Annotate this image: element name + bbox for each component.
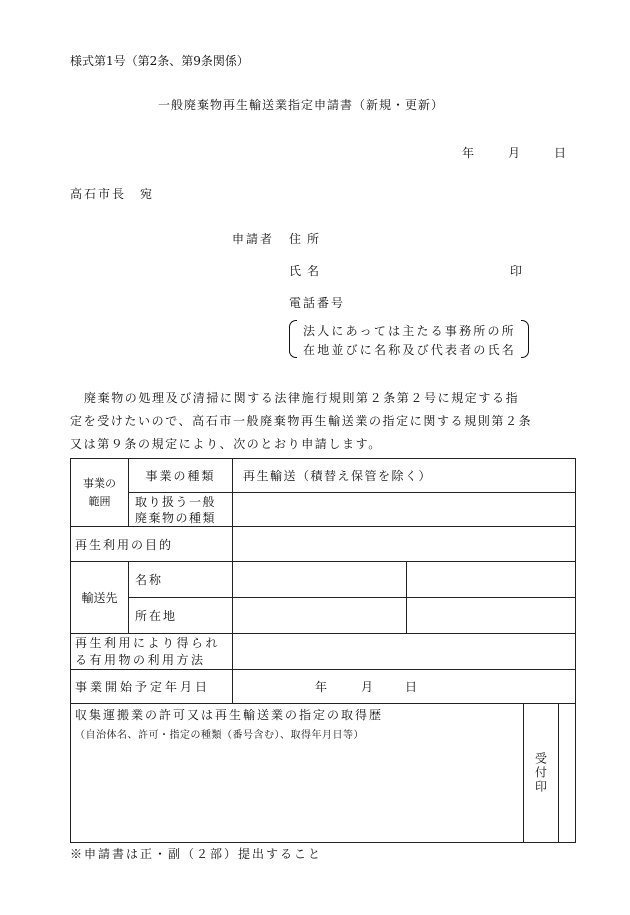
address-label: 住所 (289, 232, 326, 246)
bracket-right (521, 320, 529, 358)
application-table (70, 458, 576, 843)
usage-method-field[interactable] (233, 634, 576, 670)
start-date-label: 事業開始予定年月日 (71, 670, 233, 704)
history-note: （自治体名、許可・指定の種類（番号含む）、取得年月日等） (75, 730, 364, 741)
business-type-value: 再生輸送（積替え保管を除く） (233, 459, 576, 493)
start-date-month: 月 (361, 680, 374, 694)
bracket-left (289, 320, 297, 358)
name-label: 氏名 (289, 264, 326, 278)
destination-name-label: 名称 (129, 562, 233, 598)
recycle-purpose-label: 再生利用の目的 (71, 527, 233, 562)
scope-label: 事業の範囲 (71, 459, 129, 527)
corporate-note-line2: 在地並びに名称及び代表者の氏名 (303, 343, 517, 357)
waste-type-field[interactable] (233, 493, 576, 527)
application-date (462, 144, 566, 161)
destination-name-field-1[interactable] (233, 562, 407, 598)
statement-line1: 廃棄物の処理及び清掃に関する法律施行規則第２条第２号に規定する指 (84, 391, 520, 405)
start-date-field[interactable] (233, 670, 576, 704)
destination-location-field-2[interactable] (407, 598, 576, 634)
receipt-cell (524, 704, 576, 843)
corporate-note-line1: 法人にあっては主たる事務所の所 (303, 324, 516, 338)
application-statement (70, 387, 575, 456)
destination-location-label: 所在地 (129, 598, 233, 634)
waste-type-label: 取り扱う一般廃棄物の種類 (129, 493, 233, 527)
history-cell[interactable] (71, 704, 524, 843)
statement-line2: 定を受けたいので、高石市一般廃棄物再生輸送業の指定に関する規則第２条 (70, 414, 533, 428)
destination-name-field-2[interactable] (407, 562, 576, 598)
form-number: 様式第1号（第2条、第9条関係） (70, 54, 249, 68)
start-date-year: 年 (315, 680, 328, 694)
statement-line3: 又は第９条の規定により、次のとおり申請します。 (70, 437, 382, 451)
usage-method-label: 再生利用により得られる有用物の利用方法 (71, 634, 233, 670)
receipt-seal-label: 受付印 (524, 704, 559, 842)
history-label: 収集運搬業の許可又は再生輸送業の指定の取得歴 (75, 708, 384, 722)
corporate-note (289, 320, 529, 358)
date-year: 年 (462, 146, 475, 160)
business-type-label: 事業の種類 (129, 459, 233, 493)
receipt-seal-area[interactable] (559, 704, 575, 842)
footnote: ※申請書は正・副（２部）提出すること (70, 847, 323, 861)
destination-label: 輸送先 (71, 562, 129, 634)
recycle-purpose-field[interactable] (233, 527, 576, 562)
document-title: 一般廃棄物再生輸送業指定申請書（新規・更新） (158, 98, 445, 112)
addressee: 高石市長 宛 (70, 187, 155, 201)
seal-mark: 印 (510, 264, 523, 278)
start-date-day: 日 (405, 680, 418, 694)
date-month: 月 (508, 146, 521, 160)
phone-label: 電話番号 (289, 296, 346, 310)
destination-location-field-1[interactable] (233, 598, 407, 634)
applicant-label: 申請者 (232, 232, 275, 246)
date-day: 日 (554, 146, 567, 160)
